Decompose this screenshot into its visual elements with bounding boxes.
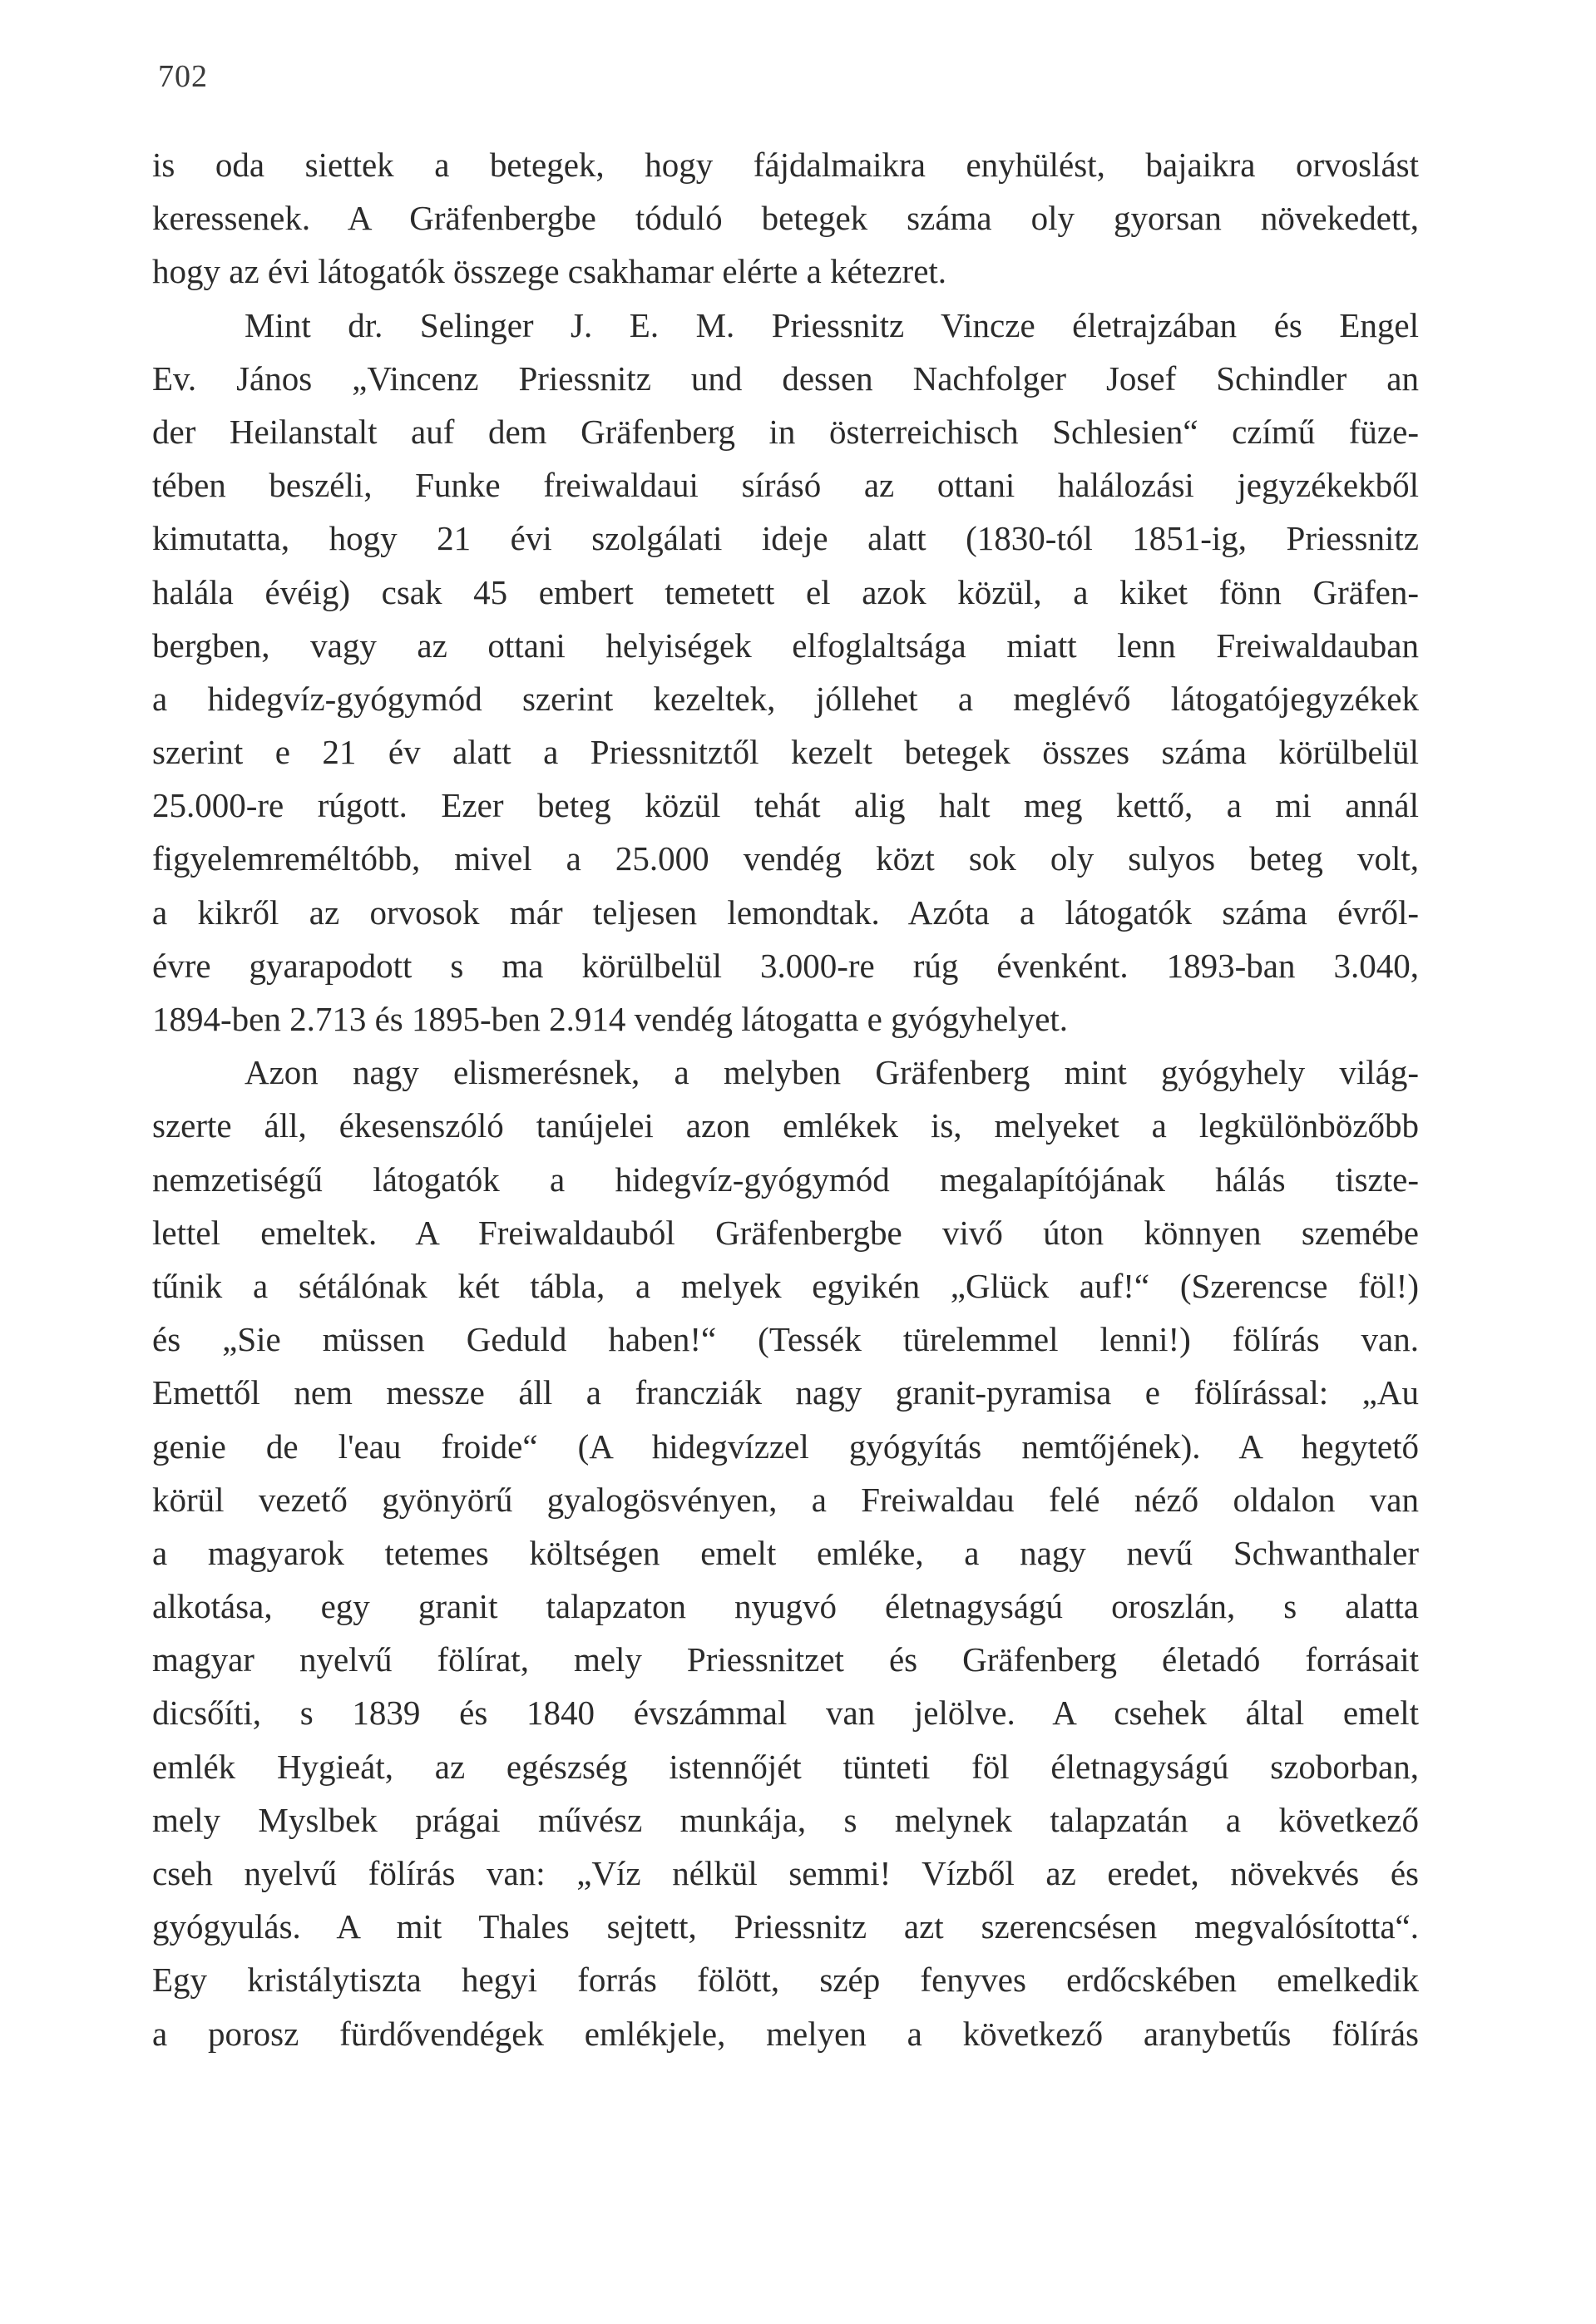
text-line: nemzetiségű látogatók a hidegvíz-gyógymód megalapítójának hálás tiszte-: [152, 1160, 1419, 1199]
text-line: a hidegvíz-gyógymód szerint kezeltek, jóllehet a meglévő látogatójegyzékek: [152, 679, 1419, 718]
page-number: 702: [158, 59, 208, 94]
paragraph: [152, 1046, 1419, 2060]
text-line: figyelemreméltóbb, mivel a 25.000 vendég közt sok oly sulyos beteg volt,: [152, 839, 1419, 878]
text-line: genie de l'eau froide“ (A hidegvízzel gyógyítás nemtőjének). A hegytető: [152, 1427, 1419, 1466]
text-line: alkotása, egy granit talapzaton nyugvó életnagyságú oroszlán, s alatta: [152, 1587, 1419, 1626]
paragraph: [152, 138, 1419, 299]
text-line: a kikről az orvosok már teljesen lemondtak. Azóta a látogatók száma évről-: [152, 893, 1419, 932]
text-line: Ev. János „Vincenz Priessnitz und dessen Nachfolger Josef Schindler an: [152, 358, 1419, 398]
text-line: Azon nagy elismerésnek, a melyben Gräfenberg mint gyógyhely világ-: [245, 1053, 1419, 1092]
text-line: lettel emeltek. A Freiwaldauból Gräfenbergbe vivő úton könnyen szemébe: [152, 1213, 1419, 1252]
text-line: cseh nyelvű fölírás van: „Víz nélkül semmi! Vízből az eredet, növekvés és: [152, 1854, 1419, 1892]
text-line: tében beszéli, Funke freiwaldaui sírásó az ottani halálozási jegyzékekből: [152, 466, 1419, 505]
text-line: évre gyarapodott s ma körülbelül 3.000-re rúg évenként. 1893-ban 3.040,: [152, 946, 1419, 985]
text-line: 1894-ben 2.713 és 1895-ben 2.914 vendég látogatta e gyógyhelyet.: [152, 1000, 1069, 1038]
text-line: a magyarok tetemes költségen emelt emléke, a nagy nevű Schwanthaler: [152, 1533, 1419, 1572]
text-line: hogy az évi látogatók összege csakhamar elérte a kétezret.: [152, 252, 947, 291]
text-line: Egy kristálytiszta hegyi forrás fölött, szép fenyves erdőcskében emelkedik: [152, 1961, 1419, 2000]
text-line: szerte áll, ékesenszóló tanújelei azon emlékek is, melyeket a legkülönbözőbb: [152, 1106, 1419, 1145]
text-line: emlék Hygieát, az egészség istennőjét tünteti föl életnagyságú szoborban,: [152, 1747, 1419, 1786]
text-line: der Heilanstalt auf dem Gräfenberg in österreichisch Schlesien“ czímű füze-: [152, 412, 1419, 451]
text-line: a porosz fürdővendégek emlékjele, melyen a következő aranybetűs fölírás: [152, 2014, 1419, 2053]
text-line: Emettől nem messze áll a francziák nagy granit-pyramisa e fölírással: „Au: [152, 1373, 1419, 1412]
text-line: keressenek. A Gräfenbergbe tóduló betegek száma oly gyorsan növekedett,: [152, 199, 1419, 238]
text-line: és „Sie müssen Geduld haben!“ (Tessék türelemmel lenni!) fölírás van.: [152, 1320, 1419, 1359]
paragraph: [152, 299, 1419, 1046]
text-line: dicsőíti, s 1839 és 1840 évszámmal van jelölve. A csehek által emelt: [152, 1694, 1419, 1733]
text-line: Mint dr. Selinger J. E. M. Priessnitz Vincze életrajzában és Engel: [245, 305, 1419, 344]
body-text: [152, 138, 1419, 2060]
text-line: magyar nyelvű fölírat, mely Priessnitzet és Gräfenberg életadó forrásait: [152, 1640, 1419, 1679]
text-line: szerint e 21 év alatt a Priessnitztől kezelt betegek összes száma körülbelül: [152, 733, 1419, 772]
text-line: mely Myslbek prágai művész munkája, s melynek talapzatán a következő: [152, 1800, 1419, 1839]
text-line: is oda siettek a betegek, hogy fájdalmaikra enyhülést, bajaikra orvoslást: [152, 146, 1419, 184]
text-line: 25.000-re rúgott. Ezer beteg közül tehát alig halt meg kettő, a mi annál: [152, 786, 1419, 825]
text-line: gyógyulás. A mit Thales sejtett, Priessnitz azt szerencsésen megvalósította“.: [152, 1907, 1419, 1946]
text-line: körül vezető gyönyörű gyalogösvényen, a Freiwaldau felé néző oldalon van: [152, 1480, 1419, 1519]
text-line: bergben, vagy az ottani helyiségek elfoglaltsága miatt lenn Freiwaldauban: [152, 626, 1419, 665]
text-line: tűnik a sétálónak két tábla, a melyek egyikén „Glück auf!“ (Szerencse föl!): [152, 1266, 1419, 1305]
text-line: kimutatta, hogy 21 évi szolgálati ideje alatt (1830-tól 1851-ig, Priessnitz: [152, 519, 1419, 558]
text-line: halála évéig) csak 45 embert temetett el azok közül, a kiket fönn Gräfen-: [152, 572, 1419, 611]
